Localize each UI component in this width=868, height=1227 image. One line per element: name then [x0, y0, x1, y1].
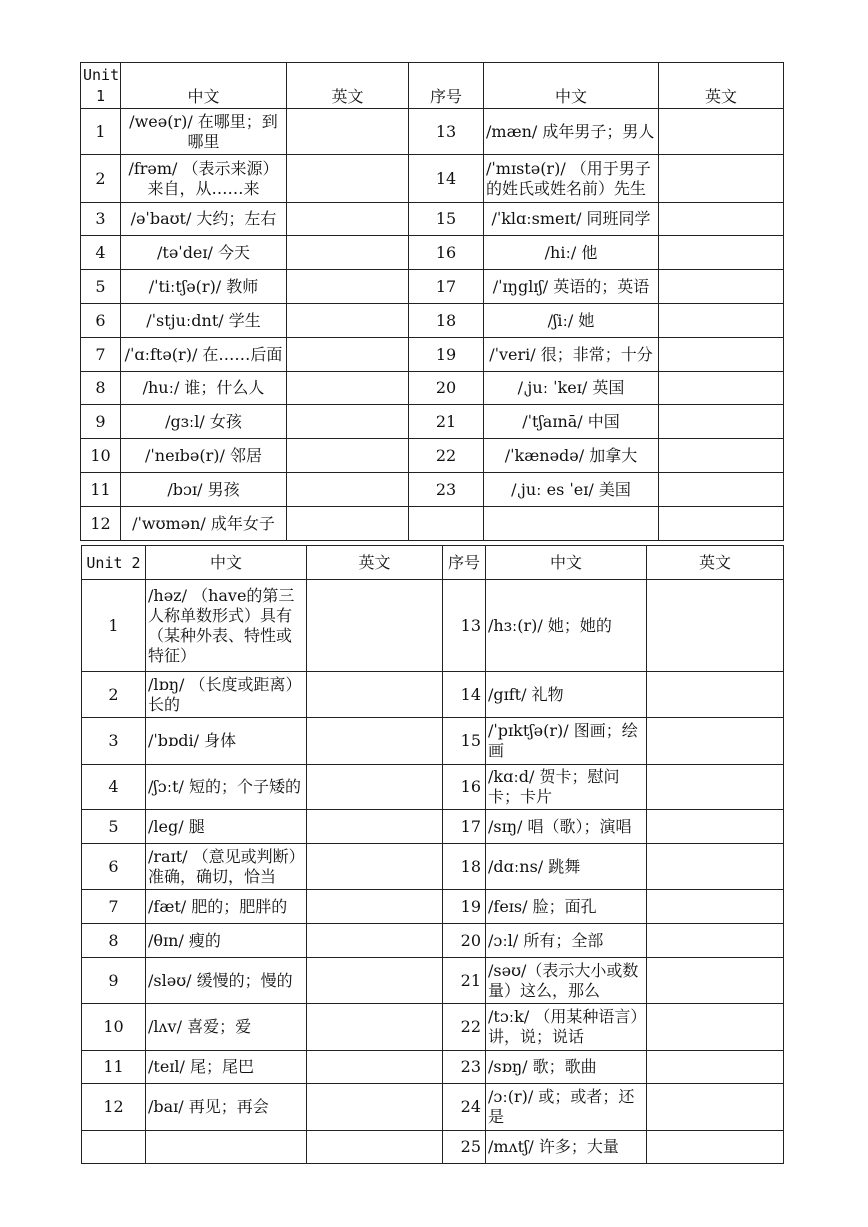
row-number — [82, 1131, 146, 1164]
word-english-blank[interactable] — [307, 844, 443, 890]
word-english-blank[interactable] — [287, 109, 409, 155]
table-row — [81, 203, 784, 236]
header-chinese-1: 中文 — [146, 546, 307, 580]
table-row — [81, 473, 784, 507]
table-row — [81, 507, 784, 541]
word-english-blank[interactable] — [287, 405, 409, 439]
row-number: 24 — [443, 1084, 486, 1131]
word-chinese: /feɪs/ 脸；面孔 — [486, 890, 647, 924]
word-english-blank[interactable] — [307, 958, 443, 1004]
word-english-blank[interactable] — [647, 765, 784, 810]
word-chinese: /ˈwʊmən/ 成年女子 — [121, 507, 287, 541]
header-english-1: 英文 — [307, 546, 443, 580]
word-english-blank[interactable] — [287, 155, 409, 203]
unit2-vocab-table — [81, 545, 784, 1164]
word-english-blank[interactable] — [307, 672, 443, 718]
word-chinese: /dɑːns/ 跳舞 — [486, 844, 647, 890]
row-number — [409, 507, 484, 541]
header-english-2: 英文 — [647, 546, 784, 580]
table-row — [82, 844, 784, 890]
word-chinese: /sləʊ/ 缓慢的；慢的 — [146, 958, 307, 1004]
header-english-2: 英文 — [659, 63, 784, 109]
word-english-blank[interactable] — [307, 810, 443, 844]
table-row — [81, 155, 784, 203]
word-english-blank[interactable] — [287, 439, 409, 473]
word-chinese: /ˈtʃaɪnā/ 中国 — [484, 405, 659, 439]
word-chinese: /raɪt/ （意见或判断）准确，确切，恰当 — [146, 844, 307, 890]
word-chinese — [146, 1131, 307, 1164]
row-number: 18 — [409, 304, 484, 338]
word-chinese: /frəm/ （表示来源）来自，从……来 — [121, 155, 287, 203]
row-number: 25 — [443, 1131, 486, 1164]
table-row — [81, 372, 784, 405]
word-english-blank[interactable] — [659, 203, 784, 236]
word-chinese: /səʊ/（表示大小或数量）这么，那么 — [486, 958, 647, 1004]
word-english-blank[interactable] — [307, 765, 443, 810]
row-number: 8 — [81, 372, 121, 405]
row-number: 9 — [81, 405, 121, 439]
word-english-blank[interactable] — [307, 718, 443, 765]
row-number: 11 — [82, 1051, 146, 1084]
word-english-blank[interactable] — [647, 672, 784, 718]
row-number: 10 — [82, 1004, 146, 1051]
row-number: 18 — [443, 844, 486, 890]
word-english-blank[interactable] — [287, 473, 409, 507]
word-chinese: /bɔɪ/ 男孩 — [121, 473, 287, 507]
table-row — [82, 765, 784, 810]
row-number: 22 — [409, 439, 484, 473]
table-row — [81, 236, 784, 270]
row-number: 9 — [82, 958, 146, 1004]
word-chinese: /ˈbɒdi/ 身体 — [146, 718, 307, 765]
word-english-blank[interactable] — [659, 155, 784, 203]
word-chinese: /hɜː(r)/ 她；她的 — [486, 580, 647, 672]
row-number: 22 — [443, 1004, 486, 1051]
word-chinese: /ɔː(r)/ 或；或者；还是 — [486, 1084, 647, 1131]
row-number: 16 — [443, 765, 486, 810]
row-number: 1 — [81, 109, 121, 155]
word-english-blank[interactable] — [647, 1131, 784, 1164]
word-chinese: /təˈdeɪ/ 今天 — [121, 236, 287, 270]
row-number: 1 — [82, 580, 146, 672]
word-chinese: /huː/ 谁；什么人 — [121, 372, 287, 405]
word-chinese: /ɔːl/ 所有；全部 — [486, 924, 647, 958]
word-english-blank[interactable] — [287, 304, 409, 338]
word-english-blank[interactable] — [647, 844, 784, 890]
row-number: 16 — [409, 236, 484, 270]
word-chinese: /ˈstjuːdnt/ 学生 — [121, 304, 287, 338]
word-chinese: /ˈtiːtʃə(r)/ 教师 — [121, 270, 287, 304]
header-number: 序号 — [443, 546, 486, 580]
table-row — [81, 439, 784, 473]
word-chinese: /weə(r)/ 在哪里；到哪里 — [121, 109, 287, 155]
table-row — [82, 1131, 784, 1164]
word-english-blank[interactable] — [659, 507, 784, 541]
row-number: 15 — [409, 203, 484, 236]
word-english-blank[interactable] — [659, 270, 784, 304]
word-english-blank[interactable] — [647, 958, 784, 1004]
row-number: 15 — [443, 718, 486, 765]
word-english-blank[interactable] — [647, 1084, 784, 1131]
word-chinese: /kɑːd/ 贺卡；慰问卡；卡片 — [486, 765, 647, 810]
row-number: 19 — [443, 890, 486, 924]
word-english-blank[interactable] — [647, 890, 784, 924]
word-english-blank[interactable] — [659, 439, 784, 473]
row-number: 8 — [82, 924, 146, 958]
row-number: 12 — [81, 507, 121, 541]
word-chinese: /ʃɔːt/ 短的；个子矮的 — [146, 765, 307, 810]
row-number: 23 — [409, 473, 484, 507]
row-number: 23 — [443, 1051, 486, 1084]
word-chinese: /ˈɪŋglɪʃ/ 英语的；英语 — [484, 270, 659, 304]
table-row — [81, 109, 784, 155]
word-chinese: /lʌv/ 喜爱；爱 — [146, 1004, 307, 1051]
table-row — [82, 580, 784, 672]
row-number: 2 — [81, 155, 121, 203]
row-number: 21 — [443, 958, 486, 1004]
header-chinese-1: 中文 — [121, 63, 287, 109]
word-english-blank[interactable] — [659, 304, 784, 338]
word-chinese: /leg/ 腿 — [146, 810, 307, 844]
row-number: 21 — [409, 405, 484, 439]
row-number: 3 — [82, 718, 146, 765]
unit-title-cell — [82, 546, 146, 580]
word-english-blank[interactable] — [659, 109, 784, 155]
row-number: 11 — [81, 473, 121, 507]
word-chinese: /baɪ/ 再见；再会 — [146, 1084, 307, 1131]
word-english-blank[interactable] — [647, 580, 784, 672]
word-english-blank[interactable] — [287, 203, 409, 236]
row-number: 4 — [82, 765, 146, 810]
word-english-blank[interactable] — [307, 890, 443, 924]
word-chinese: /ˈpɪktʃə(r)/ 图画；绘画 — [486, 718, 647, 765]
row-number: 5 — [82, 810, 146, 844]
word-chinese: /əˈbaʊt/ 大约；左右 — [121, 203, 287, 236]
word-english-blank[interactable] — [659, 372, 784, 405]
table-row — [82, 810, 784, 844]
table-row — [82, 1051, 784, 1084]
row-number: 7 — [81, 338, 121, 372]
table-row — [82, 958, 784, 1004]
row-number: 17 — [409, 270, 484, 304]
row-number: 10 — [81, 439, 121, 473]
table-header-row — [82, 546, 784, 580]
word-chinese: /sɒŋ/ 歌；歌曲 — [486, 1051, 647, 1084]
table-row — [81, 405, 784, 439]
word-chinese: /ʃiː/ 她 — [484, 304, 659, 338]
header-chinese-2: 中文 — [484, 63, 659, 109]
table-row — [82, 718, 784, 765]
table-row — [82, 1004, 784, 1051]
row-number: 20 — [443, 924, 486, 958]
word-english-blank[interactable] — [647, 1004, 784, 1051]
table-row — [82, 672, 784, 718]
word-english-blank[interactable] — [307, 924, 443, 958]
word-english-blank[interactable] — [647, 810, 784, 844]
word-chinese: /sɪŋ/ 唱（歌）；演唱 — [486, 810, 647, 844]
word-chinese: /ˈkænədə/ 加拿大 — [484, 439, 659, 473]
word-english-blank[interactable] — [659, 338, 784, 372]
word-chinese: /ˈmɪstə(r)/ （用于男子的姓氏或姓名前）先生 — [484, 155, 659, 203]
word-chinese: /ˌjuː es ˈeɪ/ 美国 — [484, 473, 659, 507]
word-english-blank[interactable] — [647, 1051, 784, 1084]
word-chinese: /ˌjuː ˈkeɪ/ 英国 — [484, 372, 659, 405]
word-english-blank[interactable] — [659, 405, 784, 439]
header-chinese-2: 中文 — [486, 546, 647, 580]
word-english-blank[interactable] — [659, 236, 784, 270]
word-chinese: /ˈneɪbə(r)/ 邻居 — [121, 439, 287, 473]
word-chinese: /fæt/ 肥的；肥胖的 — [146, 890, 307, 924]
unit-title-cell — [81, 63, 121, 109]
row-number: 19 — [409, 338, 484, 372]
row-number: 20 — [409, 372, 484, 405]
word-chinese: /mʌtʃ/ 许多；大量 — [486, 1131, 647, 1164]
header-english-1: 英文 — [287, 63, 409, 109]
word-english-blank[interactable] — [287, 372, 409, 405]
word-english-blank[interactable] — [307, 1004, 443, 1051]
row-number: 3 — [81, 203, 121, 236]
unit1-vocab-table — [80, 62, 784, 541]
word-english-blank[interactable] — [287, 270, 409, 304]
word-chinese: /ˈɑːftə(r)/ 在……后面 — [121, 338, 287, 372]
word-english-blank[interactable] — [647, 924, 784, 958]
word-chinese: /lɒŋ/ （长度或距离）长的 — [146, 672, 307, 718]
word-chinese: /hiː/ 他 — [484, 236, 659, 270]
word-chinese — [484, 507, 659, 541]
word-chinese: /teɪl/ 尾；尾巴 — [146, 1051, 307, 1084]
row-number: 13 — [409, 109, 484, 155]
word-chinese: /mæn/ 成年男子；男人 — [484, 109, 659, 155]
word-chinese: /ˈveri/ 很；非常；十分 — [484, 338, 659, 372]
row-number: 4 — [81, 236, 121, 270]
row-number: 14 — [443, 672, 486, 718]
unit-title: Unit 1 — [83, 65, 120, 105]
row-number: 12 — [82, 1084, 146, 1131]
word-chinese: /θɪn/ 瘦的 — [146, 924, 307, 958]
word-english-blank[interactable] — [307, 1051, 443, 1084]
table-row — [81, 338, 784, 372]
unit-title: Unit 2 — [86, 553, 141, 572]
word-chinese: /gɪft/ 礼物 — [486, 672, 647, 718]
table-row — [82, 890, 784, 924]
table-row — [81, 304, 784, 338]
word-english-blank[interactable] — [287, 338, 409, 372]
word-english-blank[interactable] — [287, 507, 409, 541]
word-chinese: /ˈklɑːsmeɪt/ 同班同学 — [484, 203, 659, 236]
row-number: 14 — [409, 155, 484, 203]
word-english-blank[interactable] — [659, 473, 784, 507]
table-row — [81, 270, 784, 304]
row-number: 6 — [81, 304, 121, 338]
word-english-blank[interactable] — [287, 236, 409, 270]
row-number: 6 — [82, 844, 146, 890]
word-english-blank[interactable] — [307, 580, 443, 672]
word-english-blank[interactable] — [647, 718, 784, 765]
table-row — [82, 1084, 784, 1131]
table-header-row — [81, 63, 784, 109]
row-number: 5 — [81, 270, 121, 304]
row-number: 17 — [443, 810, 486, 844]
row-number: 13 — [443, 580, 486, 672]
word-chinese: /həz/ （have的第三人称单数形式）具有（某种外表、特性或特征） — [146, 580, 307, 672]
row-number: 2 — [82, 672, 146, 718]
word-english-blank[interactable] — [307, 1131, 443, 1164]
table-row — [82, 924, 784, 958]
row-number: 7 — [82, 890, 146, 924]
word-chinese: /tɔːk/ （用某种语言）讲，说；说话 — [486, 1004, 647, 1051]
word-chinese: /gɜːl/ 女孩 — [121, 405, 287, 439]
word-english-blank[interactable] — [307, 1084, 443, 1131]
header-number: 序号 — [409, 63, 484, 109]
